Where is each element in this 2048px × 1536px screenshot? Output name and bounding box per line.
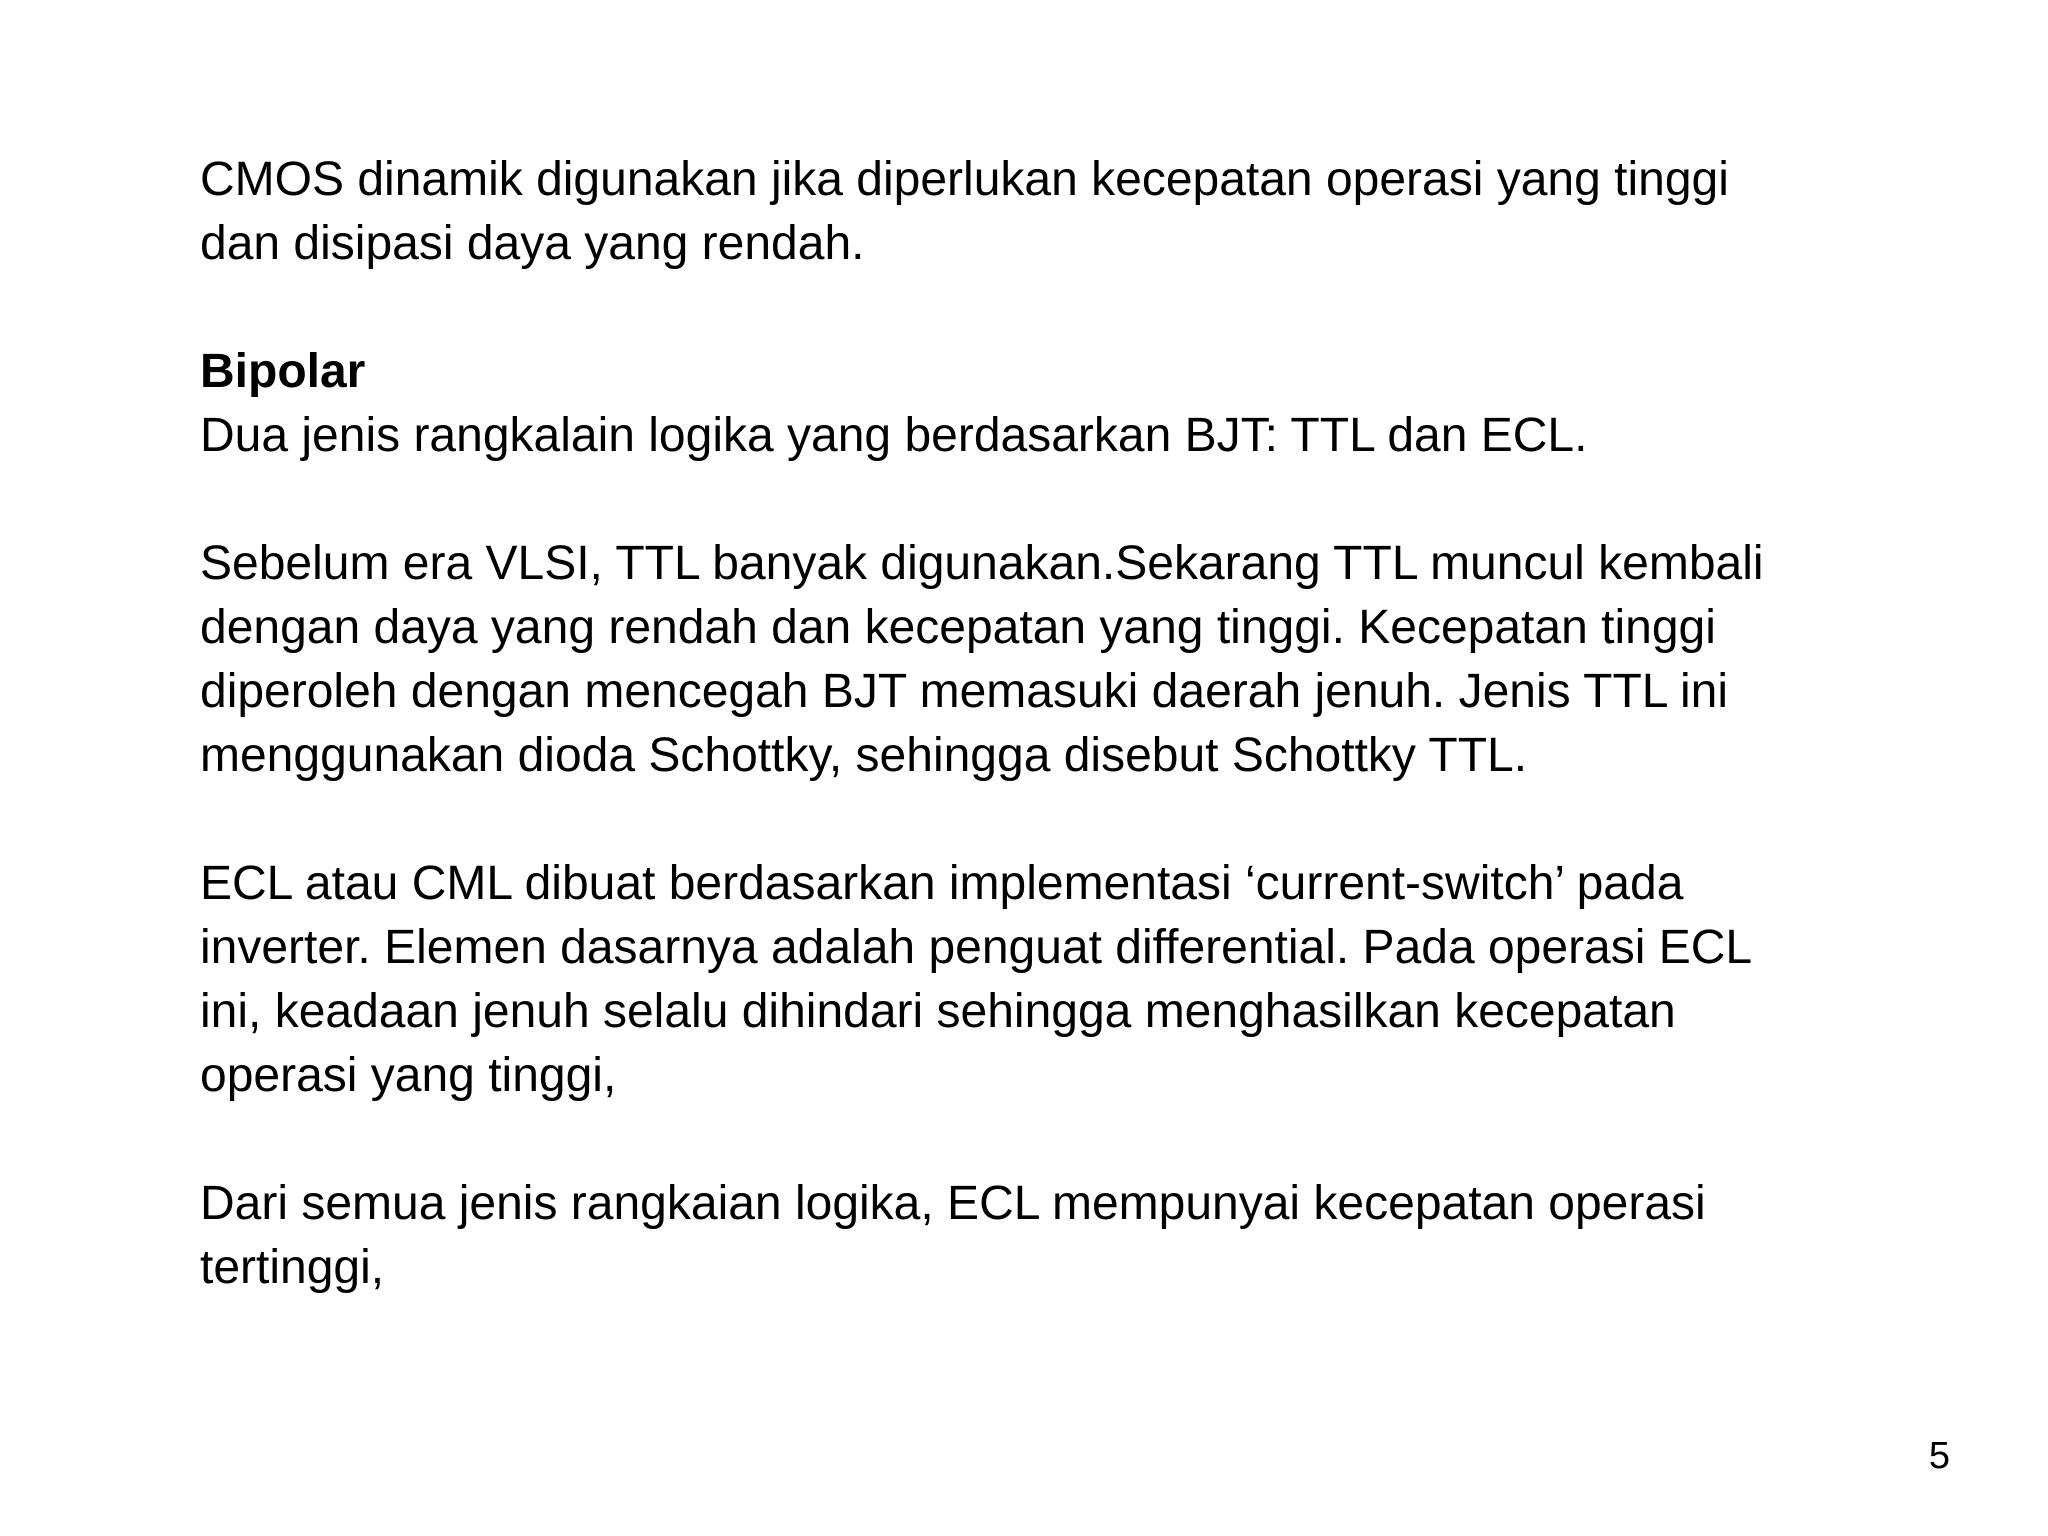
- page-number: 5: [1928, 1435, 1950, 1477]
- paragraph-gap: [200, 276, 1920, 340]
- text-line: ECL atau CML dibuat berdasarkan implementasi ‘current-switch’ pada: [200, 857, 1684, 910]
- text-line: dengan daya yang rendah dan kecepatan yang tinggi. Kecepatan tinggi: [200, 601, 1716, 654]
- text-line: CMOS dinamik digunakan jika diperlukan kecepatan operasi yang tinggi: [200, 153, 1729, 206]
- text-line: menggunakan dioda Schottky, sehingga disebut Schottky TTL.: [200, 729, 1528, 782]
- text-line: Dari semua jenis rangkaian logika, ECL mempunyai kecepatan operasi: [200, 1177, 1706, 1230]
- paragraph-intro: [200, 148, 1920, 276]
- text-line: Sebelum era VLSI, TTL banyak digunakan.Sekarang TTL muncul kembali: [200, 537, 1764, 590]
- paragraph-gap: [200, 468, 1920, 532]
- text-line: tertinggi,: [200, 1241, 385, 1294]
- text-line: dan disipasi daya yang rendah.: [200, 217, 865, 270]
- text-line: inverter. Elemen dasarnya adalah penguat differential. Pada operasi ECL: [200, 921, 1753, 974]
- paragraph-conclusion: [200, 1172, 1920, 1300]
- paragraph-gap: [200, 1108, 1920, 1172]
- text-line: ini, keadaan jenuh selalu dihindari sehingga menghasilkan kecepatan: [200, 985, 1676, 1038]
- text-line: diperoleh dengan mencegah BJT memasuki daerah jenuh. Jenis TTL ini: [200, 665, 1729, 718]
- section-heading: Bipolar: [200, 345, 366, 398]
- slide-body: [200, 148, 1920, 1300]
- text-line: operasi yang tinggi,: [200, 1049, 617, 1102]
- paragraph-ecl: [200, 852, 1920, 1108]
- text-line: Dua jenis rangkalain logika yang berdasarkan BJT: TTL dan ECL.: [200, 409, 1588, 462]
- section-bipolar: [200, 340, 1920, 468]
- paragraph-ttl: [200, 532, 1920, 788]
- paragraph-gap: [200, 788, 1920, 852]
